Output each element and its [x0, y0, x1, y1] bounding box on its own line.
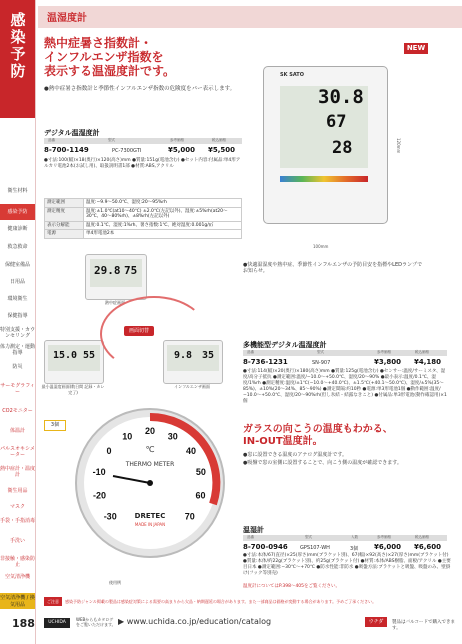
- device-temp: 29.8: [94, 264, 121, 277]
- web-note: WEBからもカタログをご覧いただけます。: [76, 617, 116, 627]
- page-number: 188: [12, 617, 35, 630]
- spec-header-cell: 税込価格: [212, 138, 226, 142]
- lcd-screen: [280, 86, 368, 168]
- sidebar-item[interactable]: パルスオキシメーター: [0, 446, 35, 458]
- sidebar-item[interactable]: 手袋・手指消毒: [0, 518, 36, 524]
- gauge-scale-label: 70: [184, 511, 195, 522]
- gauge-scale-label: -30: [103, 511, 117, 522]
- sidebar-header: [0, 0, 35, 118]
- gauge-unit: ℃: [145, 445, 155, 454]
- sidebar-item[interactable]: 手洗い: [9, 538, 25, 544]
- sidebar-item[interactable]: 防災: [12, 364, 23, 370]
- device-caption: 熱中症画面: [105, 300, 125, 305]
- spec-header-cell: 参考価格: [377, 350, 391, 354]
- device-hum: 55: [83, 350, 96, 361]
- device-caption: 最小温湿度画面(数日間 記録・カレ完了): [41, 384, 105, 395]
- product3-note: ●窓に設置できる温度のアナログ温度計です。: [243, 452, 347, 458]
- sidebar-item[interactable]: CO2モニター: [2, 408, 33, 414]
- spec-value: 温度:±1.0℃(at10〜40℃) ±2.0℃(左記以外)、湿度:±5%rh(at20〜30℃、40〜80%rh)、±8%rh(左記以外): [84, 207, 242, 221]
- spec-header-cell: 参考価格: [170, 138, 184, 142]
- gauge-caption: 使用例: [109, 580, 121, 585]
- device-caption: インフルエンザ画面: [174, 384, 210, 389]
- headline-line: 熱中症暑さ指数計・: [44, 36, 153, 50]
- product1-code: 8-700-1149: [44, 146, 89, 154]
- lcd-wbgt: 28: [332, 138, 353, 158]
- sidebar-item[interactable]: 体温計: [9, 428, 25, 434]
- sidebar-item[interactable]: 体力測定・運動指導: [0, 344, 36, 356]
- spec-header-cell: 品番: [247, 350, 254, 354]
- product3-price: ¥6,000: [374, 543, 402, 551]
- sidebar-item-active[interactable]: 感染予防: [0, 204, 35, 220]
- brand-logo: UCHIDA: [44, 618, 70, 628]
- gauge-scale-label: 40: [185, 446, 197, 456]
- device-hum: 35: [202, 350, 215, 361]
- sidebar-item[interactable]: 保健室備品: [4, 262, 30, 268]
- device-temp: 15.0: [53, 350, 78, 361]
- thermometer-gauge: [73, 406, 228, 561]
- sidebar-item[interactable]: 非接触・感染防止: [0, 556, 36, 568]
- product1-model: PC-7300GTI: [112, 148, 142, 154]
- product3-note: ●吸盤で窓の室側に設置することで、向こう側の温度が確認できます。: [243, 460, 402, 466]
- sidebar-item[interactable]: 特別支援・カウンセリング: [0, 327, 36, 339]
- device-image-minmax: [44, 340, 104, 384]
- product3-code: 8-700-0946: [243, 543, 288, 551]
- lcd-humidity: 67: [326, 112, 347, 132]
- sidebar-title: 感染予防: [10, 11, 26, 80]
- catalog-url[interactable]: ▶ www.uchida.co.jp/education/catalog: [118, 617, 272, 626]
- product2-model: SN-907: [312, 360, 331, 366]
- product2-desc: ●寸法:114(幅)×20(奥行)×180(高さ)mm ●質量:125g(電池含む) ●センサー:温度/サーミスタ、湿度/高分子抵抗 ●測定範囲:温度/−10.0〜+50.0℃、湿度/20〜90% ●最小表示:温度/0.1℃、湿度/1%rh ●測定精度:温度/±1℃(−10.0〜+40.0℃)、±1.5℃(+40.1〜50.0℃)、湿度/±5%(35〜85%)、±10%(20〜34%、85〜90%) ●測定間隔:約10秒 ●電源:単3形電池1個 ●動作範囲:温度/−10.0〜+50.0℃、湿度/20〜90%rh(但し氷結・結露なきこと) ●付属品:単3形電池(動作確認用)×1個: [243, 369, 447, 404]
- product1-price-tax: ¥5,500: [208, 146, 236, 154]
- spec-value: 単4形電池2本: [84, 230, 242, 239]
- headline-line: インフルエンザ指数を: [44, 50, 164, 64]
- dimension-width: 100mm: [313, 244, 329, 249]
- product1-desc: ●寸法:100(幅)×18(奥行)×120(高さ)mm ●質量:151g(電池含む) ●セット内容:付属品:単4形アルカリ電池2本(お試し用)、取扱説明書1部 ●材質:ABS,アクリル: [44, 158, 241, 169]
- spec-header: [243, 350, 447, 356]
- product1-section-title: デジタル温湿度計: [44, 129, 100, 137]
- quantity-tag: 3個: [44, 420, 66, 431]
- gauge-hub: [147, 480, 153, 486]
- product1-price: ¥5,000: [168, 146, 196, 154]
- sidebar-item-bottom[interactable]: 空気清浄機 / 換気用品: [0, 595, 35, 608]
- sidebar-item[interactable]: サーモグラフィー: [0, 383, 35, 395]
- intro-text: ●熱中症暑さ指数計と季節性インフルエンザ指数の危険度をバー表示します。: [44, 86, 236, 92]
- headline-line: 表示する温湿度計です。: [44, 64, 176, 78]
- footer-tagline: 製品はバルコードで購入できます。: [392, 620, 455, 631]
- dimension-height: 120mm: [396, 138, 401, 154]
- gauge-scale-label: 20: [144, 426, 156, 436]
- product3-section-title: 温湿計: [243, 526, 264, 534]
- product3-price-tax: ¥6,600: [414, 543, 442, 551]
- product3-qty: 3個: [350, 546, 359, 552]
- device-temp: 9.8: [174, 350, 193, 361]
- gauge-scale-label: -20: [92, 490, 107, 501]
- headline: [44, 36, 175, 78]
- spec-header-cell: 税込価格: [415, 535, 429, 539]
- spec-header-cell: 型式: [317, 350, 324, 354]
- product3-desc: ●寸法:本体/67(直径)×25(厚さ)mm(ブラケット別)、67(幅)×92(高さ)×27(厚さ)mm(ブラケット付) ●質量:本体/約22g(ブラケット別)、約25g(ブラケット付) ●材質:本体/ABS樹脂、面板/アクリル ●主要目日本 ●測定範囲:−30℃〜+70℃ ●防水性能:非防水 ●吸盤方法:ブラケットと吸盤、吸盤のみ、壁掛け(フック等別売): [243, 553, 451, 576]
- spec-value: 温度:−9.9〜50.0℃、湿度:20〜95%rh: [84, 199, 242, 208]
- sidebar-item[interactable]: 救急救命: [7, 244, 28, 250]
- sidebar-item[interactable]: 健康診断: [7, 226, 28, 232]
- note-text: 感染予防ジャンル掲載の製品は感染症対策による需要の高まりから欠品・納期遅延の場合があります。また一部商品は価格が変動する場合があります。予めご了承ください。: [65, 599, 377, 604]
- sidebar-item[interactable]: マスク: [9, 504, 25, 510]
- sidebar-item[interactable]: 環境衛生: [7, 296, 28, 302]
- spec-header: [44, 138, 242, 144]
- spec-value: 温度:0.1℃、湿度:1%rh、暑さ指数:1℃、絶対湿度:0.001g/㎥: [84, 221, 242, 230]
- gauge-maker: DRETEC: [134, 512, 166, 520]
- gauge-scale-label: 10: [122, 431, 133, 442]
- product3-headline: [243, 424, 393, 448]
- cycle-arrow: [100, 296, 208, 372]
- spec-header-cell: 型式: [305, 535, 312, 539]
- sidebar-item[interactable]: 衛生材料: [7, 188, 28, 194]
- gauge-brand: THERMO METER: [125, 461, 175, 468]
- spec-header-cell: 品番: [247, 535, 254, 539]
- product3-model: GPS107-WH: [300, 545, 330, 551]
- spec-label: 測定範囲: [45, 199, 84, 208]
- gauge-scale-label: -10: [92, 467, 106, 478]
- spec-header-cell: 型式: [108, 138, 115, 142]
- page-header: [38, 6, 462, 28]
- product2-code: 8-736-1231: [243, 358, 288, 366]
- spec-label: 表示分解能: [45, 221, 84, 230]
- page-title: 温湿度計: [47, 13, 87, 24]
- spec-header-cell: 品番: [48, 138, 55, 142]
- index-bar: [280, 176, 368, 182]
- gauge-scale-label: 50: [195, 467, 206, 478]
- gauge-made: MADE IN JAPAN: [134, 522, 166, 527]
- gauge-scale-label: 30: [167, 431, 178, 442]
- product2-price-tax: ¥4,180: [414, 358, 442, 366]
- new-badge: NEW: [404, 43, 428, 54]
- switch-label: 画面切替: [124, 326, 154, 336]
- gauge-scale-label: 0: [106, 446, 112, 456]
- sidebar: [0, 0, 36, 644]
- product-note: ●快適温湿度や熱中症、季節性インフルエンザの予防目安を指標やLEDランプでお知らせ。: [243, 262, 423, 274]
- device-brand: SK SATO: [280, 72, 304, 78]
- spec-header: [243, 535, 447, 541]
- device-image-heat: [85, 254, 147, 300]
- sidebar-item[interactable]: 熱中症計・温度計: [0, 466, 36, 478]
- spec-label: 電源: [45, 230, 84, 239]
- product1-spec-table: [44, 198, 242, 239]
- sidebar-item[interactable]: 衛生用品: [7, 488, 28, 494]
- headline-line: ガラスの向こうの温度もわかる、: [243, 424, 393, 435]
- note-label: ご注意: [44, 597, 62, 606]
- product3-note2: 温度計についてはP.398〜405をご覧ください。: [243, 584, 341, 589]
- spec-header-cell: 税込価格: [415, 350, 429, 354]
- product2-section-title: 多機能型デジタル温湿度計: [243, 341, 327, 349]
- footer-note: [44, 597, 456, 606]
- sidebar-item[interactable]: 保健指導: [7, 313, 28, 319]
- uchida-logo: ウチダ: [365, 617, 387, 627]
- spec-header-cell: 参考価格: [377, 535, 391, 539]
- spec-label: 測定精度: [45, 207, 84, 221]
- headline-line: IN-OUT温度計。: [243, 436, 323, 447]
- sidebar-item[interactable]: 日用品: [9, 279, 25, 285]
- sidebar-item[interactable]: 空気清浄機: [4, 574, 30, 580]
- device-hum: 75: [124, 264, 138, 277]
- lcd-temp: 30.8: [318, 86, 364, 108]
- product2-price: ¥3,800: [374, 358, 402, 366]
- spec-header-cell: 入数: [351, 535, 358, 539]
- gauge-scale-label: 60: [195, 490, 206, 501]
